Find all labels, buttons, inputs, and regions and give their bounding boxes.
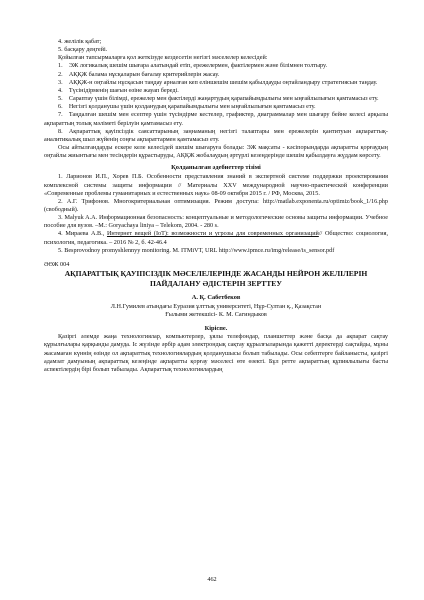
reference-number: 1. xyxy=(58,173,63,181)
numbered-item: 1. ЭЖ логикалық шешім шығара алатындай етіп, ережелермен, фактілермен және білімнен толтыру. xyxy=(58,62,328,70)
list-item: 4. желілік қабат; xyxy=(58,38,102,45)
intro-paragraph: Қазіргі әлемде жаңа технологиялар, компьютерлер, ұялы телефондар, планшеттер және басқа да ақпарат сақтау құрылғылары қарқынды дамуда. Іс жүзінде әрбір адам электрондық сақтау құрылғыларында қажетті деректерді сақтайды, мұны жасамаған күннің өзінде ол ақпараттық технологиялардың қолданушысы болып табылады. Осы себептерге байланысты, қазіргі адамзат дамуының ақпараттық кезеңінде ақпаратты қорғау мәселесі өте өзекті. Бұл ретте ақпараттың құпиялылығы басты аспектілердің бірі болып табылады. Ақпараттық технологиялардың xyxy=(44,333,388,373)
reference-text: Ларионов И.П., Хорев П.Б. Особенности представления знаний в экспертной системе поддержки проектирования комплексной системы защиты информации // Материалы XXV международной научно-практической конференции «Современные проблемы гуманитарных и естественных наук» 08-09 октября 2015 г. / РФ, Москва, 2015. xyxy=(44,173,388,197)
list-item: 5. басқару деңгейі. xyxy=(58,46,108,54)
intro-sentence: Қойылған тапсырмаларға қол жеткізуде кездесетін негізгі мәселелер келесідей: xyxy=(58,54,268,62)
references-title: Қолданылған әдебиеттер тізімі xyxy=(171,164,261,172)
reference-number: 3. xyxy=(58,214,63,222)
article-title: АҚПАРАТТЫҚ ҚАУІПСІЗДІК МӘСЕЛЕЛЕРІНДЕ ЖАСАНДЫ НЕЙРОН ЖЕЛІЛЕРІН ПАЙДАЛАНУ ӘДІСТЕРІН ЗЕРТТЕУ xyxy=(64,269,368,288)
page-number: 462 xyxy=(207,576,217,583)
numbered-item: 8. Ақпараттық қауіпсіздік саясаттарының заңнаманың негізгі талаптары мен ережелерін қантитуын ақпараттық-аналитикалық шыл жүйенің соңғы ақпараттармен қамтамасыз ету. xyxy=(44,127,388,143)
reference-number: 2. xyxy=(58,197,63,205)
numbered-item: 4. Түсінідірменің шағын өзіне жауап береді. xyxy=(58,86,179,94)
udc-code: ӘӨЖ 004 xyxy=(44,260,70,268)
reference-text: А.Г. Трифонов. Многокритериальная оптимизация. Режим доступа: http://matlab.exponenta.ru/optimiz/book_1/16.php (свободный). xyxy=(44,197,388,213)
intro-heading: Кіріспе. xyxy=(204,325,228,333)
reference-text: Malyuk A.A. Информационная безопасность: концептуальные и методологические основы защиты информации. Учебное пособие для вузов. –М.: Goryachaya liniya – Telekom, 2004. - 280 s. xyxy=(44,214,389,230)
reference-link[interactable]: Интернет вещей (IoT): возможности и угрозы для современных организаций xyxy=(106,230,319,238)
numbered-item: 7. Таңдалған шешім мен есептер үшін түсіндірме кестелер, графиктер, диаграммалар мен шығару бейне келесі арқылы ақпараттың толық мәліметі берілуін қамтамасыз ету. xyxy=(44,111,388,127)
reference-text: Besprovodnoy promyshlennyy monitoring. M. ITMiVT, URL http://www.ipmce.ru/img/release/is_sensor.pdf xyxy=(64,246,335,254)
reference-text-tail: // Общество: социология, психология, педагогика. – 2016 № 2, б. 42-46.4 xyxy=(44,230,388,246)
supervisor: Ғылыми жетекшісі- К. М. Сагиндыков xyxy=(165,311,267,319)
conclusion-paragraph: Осы айтылғандарды ескере келе келесідей шешім шығаруға болады: ЭЖ мақсаты - кәсіпорындарда ақпаратты қорғаудың оңтайлы жиынтығы мен тесіндерін құрастыруды, АҚҚЖ жобалаудың әртүрлі кезеңдерінде шешім қабылдауға жүддам көрсету. xyxy=(44,144,388,160)
reference-item xyxy=(44,247,388,255)
reference-item xyxy=(44,173,388,197)
numbered-item: 2. АҚҚЖ балама нұсқаларын бағалау критерийлерін жасау. xyxy=(58,70,220,78)
author-name: А. Қ. Сабетбеков xyxy=(191,294,241,302)
reference-item xyxy=(44,214,388,230)
page-body xyxy=(44,38,388,374)
affiliation: Л.Н.Гумилев атындағы Еуразия ұлттық университеті, Нұр-Султан қ., Қазақстан xyxy=(110,303,322,311)
numbered-item: 5. Сараптау үшін білімді, ережелер мен фактілерді жаңартудың қарапайымдылығы мен ыңғайлылығын қамтамасыз ету. xyxy=(58,95,379,103)
reference-number: 4. xyxy=(58,230,63,238)
reference-number: 5. xyxy=(58,246,63,254)
reference-item xyxy=(44,198,388,214)
reference-item xyxy=(44,230,388,246)
numbered-item: 3. АҚҚЖ-н оңтайлы нұсқасын таңдау арналған кеп еліншешім шешім қабылдауды оңтайландыру стратегиясын таңдау. xyxy=(58,78,378,86)
reference-text: Мираева А.В., xyxy=(65,230,107,238)
numbered-item: 6. Негізгі қолданушы үшін қолданудың қарапайымдылығы мен ыңғайлылығын қамтамасыз ету. xyxy=(58,103,316,111)
